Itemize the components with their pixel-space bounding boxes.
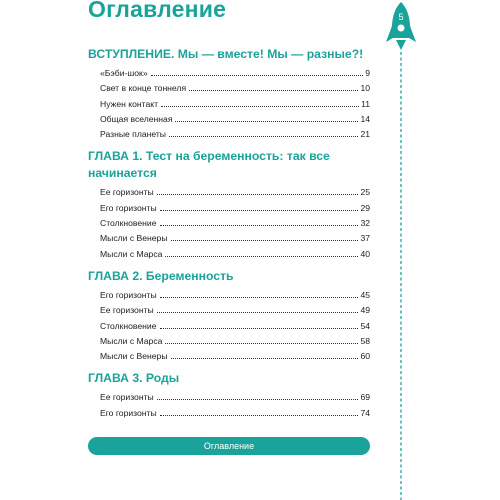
- chapter-2-entries: [88, 288, 370, 364]
- toc-entry-title: Ее горизонты: [100, 187, 154, 198]
- toc-entry-title: Его горизонты: [100, 289, 157, 300]
- toc-entry-page: 32: [360, 218, 370, 229]
- toc-entry[interactable]: [100, 127, 370, 142]
- toc-entry-page: 10: [360, 83, 370, 94]
- toc-entry[interactable]: [100, 66, 370, 81]
- toc-entry-title: Общая вселенная: [100, 113, 173, 124]
- intro-heading[interactable]: ВСТУПЛЕНИЕ. Мы — вместе! Мы — разные?!: [88, 47, 364, 61]
- toc-entry[interactable]: [100, 97, 370, 112]
- chapter-2-heading[interactable]: ГЛАВА 2. Беременность: [88, 268, 234, 283]
- toc-entry[interactable]: [100, 112, 370, 127]
- footer-contents-bar[interactable]: Оглавление: [88, 437, 370, 455]
- dot-leader: [160, 328, 359, 329]
- dot-leader: [157, 194, 359, 195]
- toc-entry-title: Мысли с Марса: [100, 335, 163, 346]
- toc-entry-title: Свет в конце тоннеля: [100, 83, 187, 94]
- rocket-icon: [384, 0, 418, 500]
- toc-entry[interactable]: [100, 303, 370, 318]
- toc-entry[interactable]: [100, 334, 370, 349]
- toc-entry-page: 29: [360, 202, 370, 213]
- chapter-1-heading[interactable]: [88, 148, 370, 182]
- toc-entry-title: Столкновение: [100, 320, 157, 331]
- toc-entry[interactable]: [100, 81, 370, 96]
- dot-leader: [169, 136, 358, 137]
- toc-entry-title: Мысли с Марса: [100, 248, 163, 259]
- dot-leader: [157, 399, 359, 400]
- toc-entry-title: Мысли с Венеры: [100, 233, 168, 244]
- dot-leader: [165, 256, 358, 257]
- toc-entry-title: Его горизонты: [100, 202, 157, 213]
- toc-entry-page: 49: [360, 305, 370, 316]
- toc-entry-page: 14: [360, 113, 370, 124]
- chapter-1-entries: [88, 185, 370, 261]
- toc-entry-title: Ее горизонты: [100, 305, 154, 316]
- dot-leader: [171, 358, 359, 359]
- toc-entry-page: 25: [360, 187, 370, 198]
- toc-entry-page: 21: [360, 129, 370, 140]
- toc-entry-page: 11: [361, 98, 370, 109]
- toc-entry[interactable]: [100, 216, 370, 231]
- table-of-contents: [88, 46, 370, 421]
- toc-entry[interactable]: [100, 349, 370, 364]
- dot-leader: [171, 240, 359, 241]
- toc-entry-title: Мысли с Венеры: [100, 351, 168, 362]
- toc-entry-page: 58: [360, 335, 370, 346]
- dot-leader: [157, 312, 359, 313]
- toc-entry-page: 9: [365, 68, 370, 78]
- toc-entry[interactable]: [100, 247, 370, 262]
- dot-leader: [161, 106, 359, 107]
- dot-leader: [175, 121, 358, 122]
- toc-entry[interactable]: [100, 406, 370, 421]
- toc-entry-title: Разные планеты: [100, 129, 166, 140]
- toc-entry-page: 45: [360, 289, 370, 300]
- dot-leader: [160, 415, 359, 416]
- dot-leader: [160, 225, 359, 226]
- toc-entry[interactable]: [100, 319, 370, 334]
- page-number-badge: 5: [398, 12, 404, 22]
- toc-entry[interactable]: [100, 231, 370, 246]
- page-title: Оглавление: [88, 0, 227, 22]
- toc-entry-page: 40: [360, 248, 370, 259]
- chapter-1-heading-line2: начинается: [88, 166, 157, 181]
- toc-entry-page: 54: [360, 320, 370, 331]
- toc-entry[interactable]: [100, 288, 370, 303]
- toc-entry-title: Его горизонты: [100, 407, 157, 418]
- chapter-3-entries: [88, 390, 370, 421]
- intro-entries: [88, 66, 370, 142]
- chapter-1-heading-line1: ГЛАВА 1. Тест на беременность: так все: [88, 149, 330, 164]
- toc-entry-title: «Бэби-шок»: [100, 68, 148, 78]
- toc-entry-title: Нужен контакт: [100, 98, 159, 109]
- toc-entry-title: Ее горизонты: [100, 392, 154, 403]
- dot-leader: [160, 297, 359, 298]
- toc-entry-page: 37: [360, 233, 370, 244]
- toc-entry-page: 60: [360, 351, 370, 362]
- dot-leader: [165, 343, 358, 344]
- dot-leader: [189, 90, 358, 91]
- toc-entry-page: 69: [360, 392, 370, 403]
- toc-entry[interactable]: [100, 185, 370, 200]
- toc-entry-title: Столкновение: [100, 218, 157, 229]
- toc-entry[interactable]: [100, 390, 370, 405]
- toc-entry-page: 74: [360, 407, 370, 418]
- toc-entry[interactable]: [100, 201, 370, 216]
- dot-leader: [151, 75, 364, 76]
- chapter-3-heading[interactable]: ГЛАВА 3. Роды: [88, 371, 180, 386]
- dot-leader: [160, 210, 359, 211]
